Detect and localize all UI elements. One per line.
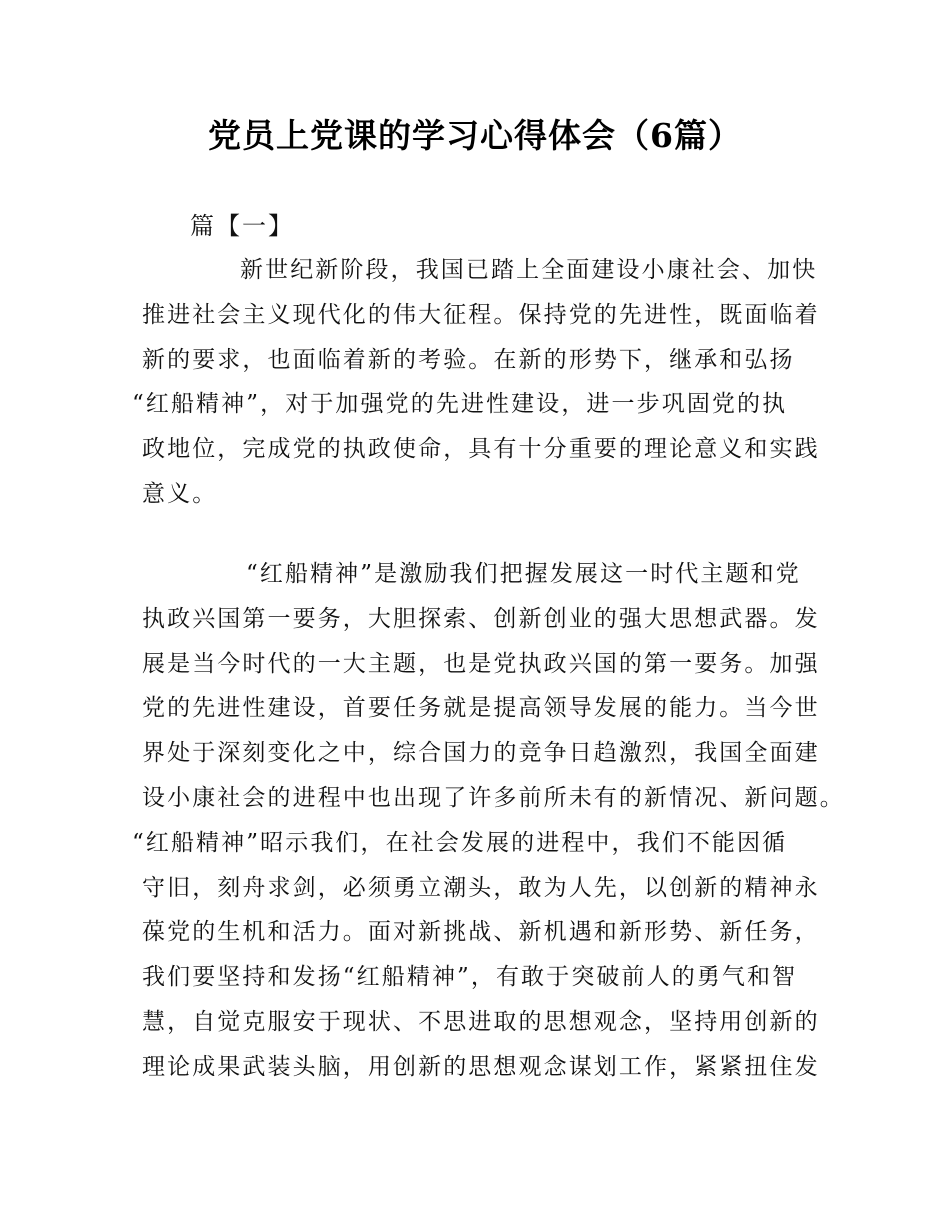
section-label: 篇【一】 — [190, 212, 294, 240]
paragraph-line: 执政兴国第一要务，大胆探索、创新创业的强大思想武器。发 — [142, 605, 820, 632]
paragraph-line: 理论成果武装头脑，用创新的思想观念谋划工作，紧紧扭住发 — [142, 1053, 820, 1080]
paragraph-line: 新世纪新阶段，我国已踏上全面建设小康社会、加快 — [240, 257, 818, 283]
paragraph-line: 意义。 — [142, 480, 218, 507]
paragraph-line: “红船精神”是激励我们把握发展这一时代主题和党 — [246, 561, 801, 587]
paragraph-line: 慧，自觉克服安于现状、不思进取的思想观念，坚持用创新的 — [142, 1008, 820, 1035]
paragraph-line: 党的先进性建设，首要任务就是提高领导发展的能力。当今世 — [142, 695, 820, 722]
paragraph-line: 新的要求，也面临着新的考验。在新的形势下，继承和弘扬 — [142, 346, 795, 373]
paragraph-line: 政地位，完成党的执政使命，具有十分重要的理论意义和实践 — [142, 436, 820, 463]
paragraph-line: 界处于深刻变化之中，综合国力的竞争日趋激烈，我国全面建 — [142, 740, 820, 767]
paragraph-1 — [132, 248, 822, 517]
paragraph-line: 推进社会主义现代化的伟大征程。保持党的先进性，既面临着 — [142, 301, 820, 328]
paragraph-line: 我们要坚持和发扬“红船精神”，有敢于突破前人的勇气和智 — [142, 964, 798, 991]
paragraph-2 — [132, 552, 845, 1090]
paragraph-line: 展是当今时代的一大主题，也是党执政兴国的第一要务。加强 — [142, 650, 820, 677]
paragraph-line: “红船精神”，对于加强党的先进性建设，进一步巩固党的执 — [132, 391, 788, 418]
paragraph-line: 葆党的生机和活力。面对新挑战、新机遇和新形势、新任务， — [142, 919, 820, 946]
paragraph-line: “红船精神”昭示我们，在社会发展的进程中，我们不能因循 — [132, 829, 788, 856]
document-title: 党员上党课的学习心得体会（6篇） — [208, 116, 742, 155]
paragraph-line: 设小康社会的进程中也出现了许多前所未有的新情况、新问题。 — [142, 784, 845, 811]
paragraph-line: 守旧，刻舟求剑，必须勇立潮头，敢为人先，以创新的精神永 — [142, 874, 820, 901]
